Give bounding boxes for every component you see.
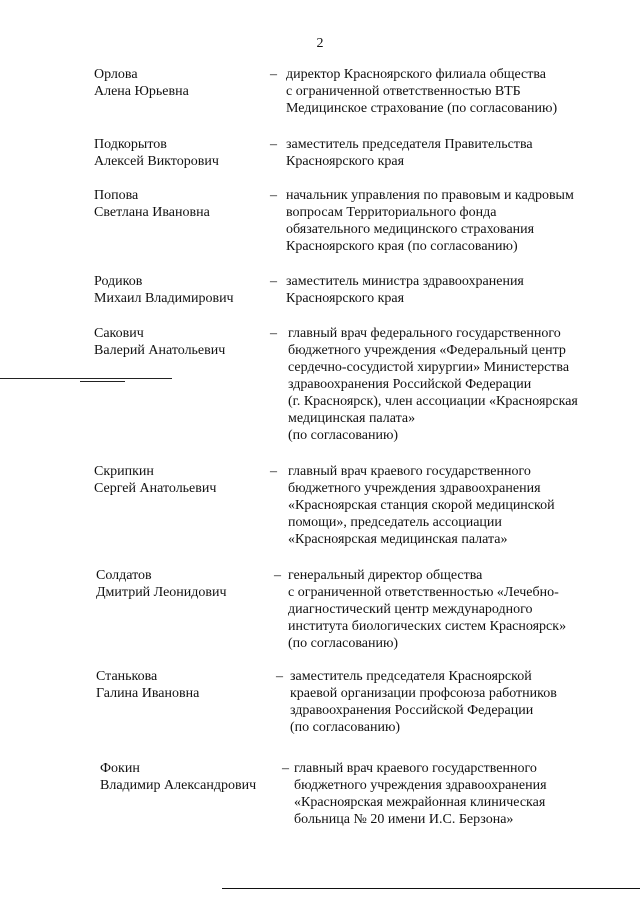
- member-surname: Солдатов: [96, 568, 152, 583]
- member-position: [288, 463, 633, 548]
- entry-dash: –: [276, 669, 283, 684]
- position-line: здравоохранения Российской Федерации: [288, 377, 532, 392]
- member-name: [100, 760, 280, 794]
- entry-dash: –: [270, 274, 277, 289]
- position-line: помощи», председатель ассоциации: [288, 515, 502, 530]
- margin-rule-short: [80, 381, 125, 382]
- member-given-name: Галина Ивановна: [96, 686, 200, 701]
- member-surname: Попова: [94, 188, 139, 203]
- margin-rule: [0, 378, 172, 379]
- position-line: диагностический центр международного: [288, 602, 533, 617]
- member-position: [286, 187, 631, 255]
- entry-dash: –: [270, 326, 277, 341]
- member-position: [288, 567, 633, 652]
- position-line: здравоохранения Российской Федерации: [290, 703, 534, 718]
- member-given-name: Светлана Ивановна: [94, 205, 210, 220]
- bottom-rule: [222, 888, 640, 889]
- position-line: (по согласованию): [288, 636, 399, 651]
- entry-dash: –: [282, 761, 289, 776]
- member-position: [286, 136, 631, 170]
- position-line: краевой организации профсоюза работников: [290, 686, 557, 701]
- position-line: главный врач федерального государственного: [288, 326, 561, 341]
- position-line: (по согласованию): [288, 428, 399, 443]
- position-line: заместитель председателя Правительства: [286, 137, 533, 152]
- member-name: [96, 668, 276, 702]
- position-line: генеральный директор общества: [288, 568, 483, 583]
- member-position: [286, 66, 631, 117]
- member-name: [94, 273, 274, 307]
- member-name: [96, 567, 276, 601]
- member-surname: Станькова: [96, 669, 158, 684]
- entry-dash: –: [270, 67, 277, 82]
- entry-dash: –: [274, 568, 281, 583]
- member-name: [94, 66, 274, 100]
- position-line: Красноярского края: [286, 154, 405, 169]
- position-line: Медицинское страхование (по согласованию): [286, 101, 558, 116]
- position-line: «Красноярская межрайонная клиническая: [294, 795, 546, 810]
- member-name: [94, 187, 274, 221]
- entry-dash: –: [270, 464, 277, 479]
- position-line: директор Красноярского филиала общества: [286, 67, 547, 82]
- entry-dash: –: [270, 188, 277, 203]
- position-line: бюджетного учреждения здравоохранения: [294, 778, 547, 793]
- position-line: заместитель министра здравоохранения: [286, 274, 524, 289]
- position-line: бюджетного учреждения «Федеральный центр: [288, 343, 566, 358]
- member-name: [94, 463, 274, 497]
- member-position: [294, 760, 639, 828]
- member-given-name: Алексей Викторович: [94, 154, 219, 169]
- member-given-name: Владимир Александрович: [100, 778, 257, 793]
- entry-dash: –: [270, 137, 277, 152]
- position-line: с ограниченной ответственностью ВТБ: [286, 84, 521, 99]
- position-line: больница № 20 имени И.С. Берзона»: [294, 812, 514, 827]
- member-given-name: Алена Юрьевна: [94, 84, 189, 99]
- position-line: Красноярского края: [286, 291, 405, 306]
- position-line: «Красноярская станция скорой медицинской: [288, 498, 555, 513]
- member-given-name: Сергей Анатольевич: [94, 481, 217, 496]
- position-line: начальник управления по правовым и кадровым: [286, 188, 574, 203]
- member-surname: Сакович: [94, 326, 144, 341]
- position-line: (по согласованию): [290, 720, 401, 735]
- position-line: (г. Красноярск), член ассоциации «Красноярская: [288, 394, 578, 409]
- member-position: [286, 273, 631, 307]
- member-surname: Родиков: [94, 274, 143, 289]
- member-surname: Орлова: [94, 67, 138, 82]
- position-line: вопросам Территориального фонда: [286, 205, 497, 220]
- member-given-name: Дмитрий Леонидович: [96, 585, 227, 600]
- member-position: [290, 668, 635, 736]
- member-surname: Подкорытов: [94, 137, 167, 152]
- member-position: [288, 325, 633, 444]
- position-line: главный врач краевого государственного: [288, 464, 531, 479]
- position-line: бюджетного учреждения здравоохранения: [288, 481, 541, 496]
- position-line: сердечно-сосудистой хирургии» Министерства: [288, 360, 570, 375]
- position-line: заместитель председателя Красноярской: [290, 669, 532, 684]
- member-given-name: Михаил Владимирович: [94, 291, 234, 306]
- member-surname: Скрипкин: [94, 464, 154, 479]
- position-line: обязательного медицинского страхования: [286, 222, 535, 237]
- position-line: Красноярского края (по согласованию): [286, 239, 518, 254]
- position-line: с ограниченной ответственностью «Лечебно-: [288, 585, 559, 600]
- position-line: «Красноярская медицинская палата»: [288, 532, 508, 547]
- position-line: главный врач краевого государственного: [294, 761, 537, 776]
- member-name: [94, 325, 274, 359]
- page-number: 2: [316, 36, 324, 51]
- position-line: медицинская палата»: [288, 411, 416, 426]
- member-surname: Фокин: [100, 761, 140, 776]
- position-line: института биологических систем Красноярск»: [288, 619, 567, 634]
- member-given-name: Валерий Анатольевич: [94, 343, 226, 358]
- member-name: [94, 136, 274, 170]
